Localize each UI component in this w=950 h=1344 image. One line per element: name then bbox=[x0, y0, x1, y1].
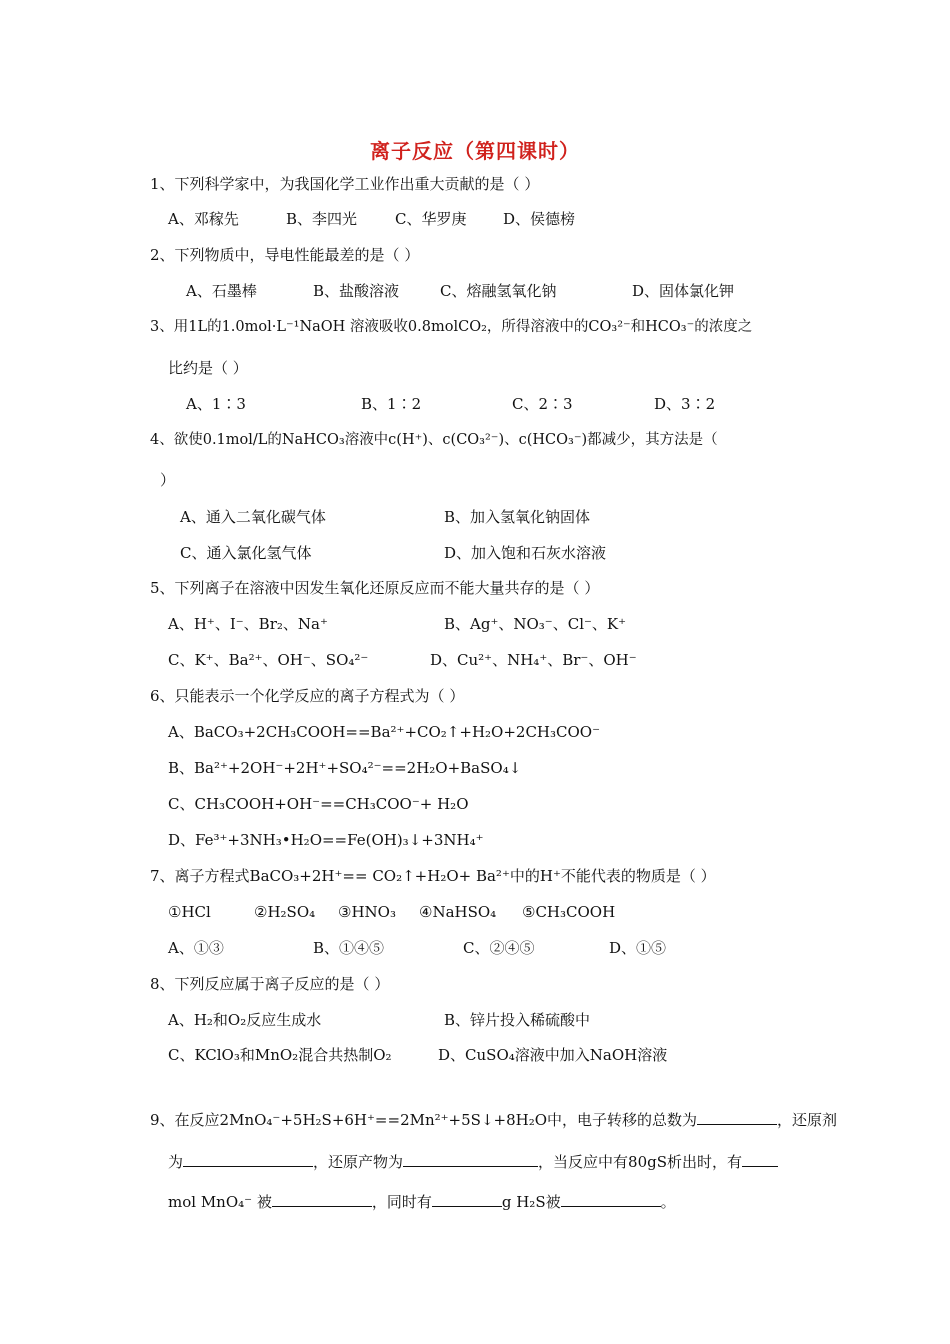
q8-option-a: A、H₂和O₂反应生成水 bbox=[168, 1011, 322, 1029]
q7-substance-5: ⑤CH₃COOH bbox=[522, 903, 616, 921]
q7-substance-2: ②H₂SO₄ bbox=[254, 903, 316, 921]
q7-option-d: D、①⑤ bbox=[609, 939, 667, 957]
q9-blank-h2s-fate[interactable] bbox=[561, 1190, 661, 1207]
question-1-stem: 1、下列科学家中，为我国化学工业作出重大贡献的是（ ） bbox=[150, 175, 540, 193]
q4-option-b: B、加入氢氧化钠固体 bbox=[444, 508, 591, 526]
q7-option-a: A、①③ bbox=[168, 939, 224, 957]
question-2-stem: 2、下列物质中，导电性能最差的是（ ） bbox=[150, 246, 420, 264]
q7-substance-1: ①HCl bbox=[168, 903, 211, 921]
q8-option-c: C、KClO₃和MnO₂混合共热制O₂ bbox=[168, 1046, 392, 1064]
question-3-stem-line1: 3、用1L的1.0mol·L⁻¹NaOH 溶液吸收0.8molCO₂，所得溶液中的CO₃²⁻和HCO₃⁻的浓度之 bbox=[150, 319, 753, 335]
q7-option-b: B、①④⑤ bbox=[313, 939, 385, 957]
q5-option-a: A、H⁺、I⁻、Br₂、Na⁺ bbox=[168, 615, 328, 633]
q6-option-b: B、Ba²⁺+2OH⁻+2H⁺+SO₄²⁻==2H₂O+BaSO₄↓ bbox=[168, 759, 522, 777]
q1-option-c: C、华罗庚 bbox=[395, 210, 467, 228]
q9-text-6: mol MnO₄⁻ 被 bbox=[168, 1193, 272, 1211]
q9-text-2: ，还原剂 bbox=[777, 1111, 838, 1129]
q7-substance-4: ④NaHSO₄ bbox=[419, 903, 497, 921]
q9-text-7: ，同时有 bbox=[371, 1193, 432, 1211]
q1-option-d: D、侯德榜 bbox=[503, 210, 576, 228]
q7-substance-3: ③HNO₃ bbox=[338, 903, 396, 921]
q9-text-4: ，还原产物为 bbox=[313, 1153, 404, 1171]
q9-text-3: 为 bbox=[168, 1153, 184, 1171]
q4-option-d: D、加入饱和石灰水溶液 bbox=[444, 544, 607, 562]
question-9-line2 bbox=[168, 1150, 778, 1172]
q9-blank-mno4-fate[interactable] bbox=[272, 1190, 372, 1207]
q7-option-c: C、②④⑤ bbox=[463, 939, 535, 957]
q9-blank-mol[interactable] bbox=[742, 1150, 778, 1167]
q8-option-b: B、锌片投入稀硫酸中 bbox=[444, 1011, 591, 1029]
question-9-line1 bbox=[150, 1108, 837, 1130]
q2-option-b: B、盐酸溶液 bbox=[313, 282, 400, 300]
question-4-stem-line2: ） bbox=[160, 471, 176, 489]
question-7-stem: 7、离子方程式BaCO₃+2H⁺== CO₂↑+H₂O+ Ba²⁺中的H⁺不能代表的物质是（ ） bbox=[150, 867, 716, 885]
q6-option-d: D、Fe³⁺+3NH₃•H₂O==Fe(OH)₃↓+3NH₄⁺ bbox=[168, 831, 484, 849]
q8-option-d: D、CuSO₄溶液中加入NaOH溶液 bbox=[438, 1046, 668, 1064]
q9-text-5: ，当反应中有80gS析出时，有 bbox=[538, 1153, 742, 1171]
q9-text-9: 。 bbox=[660, 1193, 676, 1211]
q5-option-b: B、Ag⁺、NO₃⁻、Cl⁻、K⁺ bbox=[444, 615, 627, 633]
q2-option-a: A、石墨棒 bbox=[186, 282, 257, 300]
q5-option-d: D、Cu²⁺、NH₄⁺、Br⁻、OH⁻ bbox=[430, 651, 637, 669]
q2-option-c: C、熔融氢氧化钠 bbox=[440, 282, 557, 300]
question-3-stem-line2: 比约是（ ） bbox=[168, 359, 248, 377]
question-6-stem: 6、只能表示一个化学反应的离子方程式为（ ） bbox=[150, 687, 465, 705]
q9-text-8: g H₂S被 bbox=[501, 1193, 561, 1211]
question-9-line3 bbox=[168, 1190, 676, 1212]
q9-blank-reduction-product[interactable] bbox=[403, 1150, 538, 1167]
q6-option-a: A、BaCO₃+2CH₃COOH==Ba²⁺+CO₂↑+H₂O+2CH₃COO⁻ bbox=[168, 723, 601, 741]
q3-option-a: A、1∶3 bbox=[186, 395, 246, 413]
q3-option-c: C、2∶3 bbox=[512, 395, 573, 413]
q3-option-d: D、3∶2 bbox=[654, 395, 716, 413]
q3-option-b: B、1∶2 bbox=[361, 395, 422, 413]
question-4-stem-line1: 4、欲使0.1mol/L的NaHCO₃溶液中c(H⁺)、c(CO₃²⁻)、c(HCO₃⁻)都减少，其方法是（ bbox=[150, 432, 718, 448]
q9-blank-mass[interactable] bbox=[432, 1190, 502, 1207]
q9-blank-electrons[interactable] bbox=[697, 1108, 777, 1125]
q4-option-c: C、通入氯化氢气体 bbox=[180, 544, 312, 562]
q9-text-1: 9、在反应2MnO₄⁻+5H₂S+6H⁺==2Mn²⁺+5S↓+8H₂O中，电子转移的总数为 bbox=[150, 1111, 698, 1129]
q6-option-c: C、CH₃COOH+OH⁻==CH₃COO⁻+ H₂O bbox=[168, 795, 469, 813]
question-8-stem: 8、下列反应属于离子反应的是（ ） bbox=[150, 975, 390, 993]
q1-option-a: A、邓稼先 bbox=[168, 210, 239, 228]
q9-blank-reducing-agent[interactable] bbox=[183, 1150, 313, 1167]
q4-option-a: A、通入二氧化碳气体 bbox=[180, 508, 326, 526]
q1-option-b: B、李四光 bbox=[286, 210, 358, 228]
q2-option-d: D、固体氯化钾 bbox=[632, 282, 735, 300]
q5-option-c: C、K⁺、Ba²⁺、OH⁻、SO₄²⁻ bbox=[168, 651, 369, 669]
page-title: 离子反应（第四课时） bbox=[370, 139, 580, 163]
question-5-stem: 5、下列离子在溶液中因发生氧化还原反应而不能大量共存的是（ ） bbox=[150, 579, 600, 597]
